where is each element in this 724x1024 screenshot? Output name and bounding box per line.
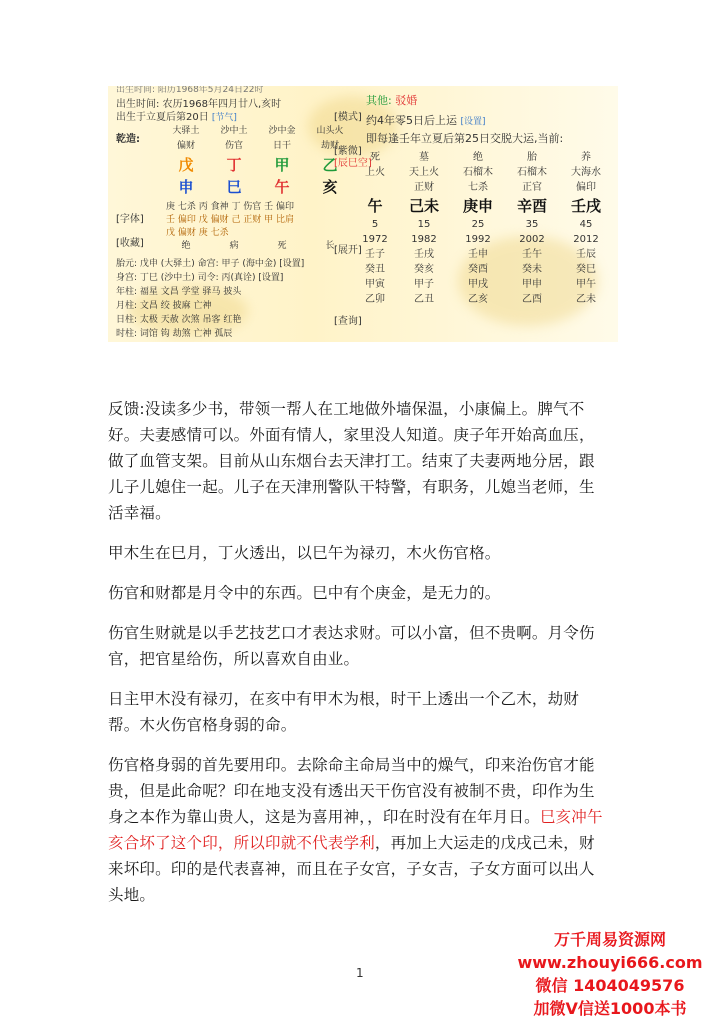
paragraph-4: 伤官生财就是以手艺技艺口才表达求财。可以小富，但不贵啊。月令伤官，把官星给伤，所以喜欢自由业。 (108, 624, 595, 668)
canggan-row3: 戊 偏财 庚 七杀 (166, 228, 229, 238)
changsheng-day: 死 (277, 241, 287, 251)
dayun-col-2: 墓 天上火 正财 己未 15 1982 壬戌 癸亥 甲子 乙丑 (408, 152, 439, 305)
dayun-col-4: 胎 石榴木 正官 辛酉 35 2002 壬午 癸未 甲申 乙酉 (516, 152, 547, 305)
paragraph-3: 伤官和财都是月令中的东西。巳中有个庚金，是无力的。 (108, 584, 501, 602)
paragraph-2: 甲木生在巳月，丁火透出，以巳午为禄刃，木火伤官格。 (108, 544, 501, 562)
bazi-chart-screenshot (108, 86, 618, 342)
qiyun-line: 约4年零5日后上运 [设置] (366, 114, 486, 127)
expand-tag[interactable]: [展开] (334, 245, 362, 256)
paragraph-5: 日主甲木没有禄刃，在亥中有甲木为根，时干上透出一个乙木，劫财帮。木火伤官格身弱的命。 (108, 690, 580, 734)
start-solar: 出生于立夏后第20日 [节气] (116, 112, 237, 123)
promo-line-1: 万千周易资源网 (553, 930, 666, 949)
canggan-row2: 壬 偏印 戊 偏财 己 正财 甲 比肩 (166, 215, 295, 225)
paragraph-6: 伤官格身弱的首先要用印。去除命主命局当中的燥气，印来治伤官才能贵，但是此命呢？印在地支没有透出天干伤官没有被制不贵，印作为生身之本作为靠山贵人，这是为喜用神，，印在时没有在年月日。巳亥冲午亥合坏了这个印，所以印就不代表学利，再加上大运走的戊戌己未，财来坏印。印的是代表喜神，而且在子女宫，子女吉，子女方面可以出人头地。 (108, 756, 603, 904)
nianzhu-line: 年柱: 福星 文昌 学堂 驿马 披头 (116, 287, 242, 297)
rizhu-line: 日柱: 太极 天赦 次煞 吊客 红艳 (116, 315, 242, 325)
kong-tag[interactable]: [辰巳空] (334, 158, 372, 169)
shengong-line: 身宫: 丁巳 (沙中土) 司令: 丙(真诠) [设置] (116, 273, 284, 283)
pillar-day: 沙中金 日干 甲 午 (268, 126, 296, 196)
top-line: 出生时间: 阳历1968年5月24日22时 (116, 86, 264, 95)
pillar-month: 沙中土 伤官 丁 巳 (220, 126, 248, 196)
paragraph-feedback: 反馈:没读多少书，带领一帮人在工地做外墙保温，小康偏上。脾气不好。夫妻感情可以。外面有情人，家里没人知道。庚子年开始高血压，做了血管支架。目前从山东烟台去天津打工。结束了夫妻两地分居，跟儿子儿媳住一起。儿子在天津刑警队干特警，有职务，儿媳当老师，生活幸福。 (108, 400, 595, 522)
promo-watermark (510, 928, 710, 1020)
promo-line-2[interactable]: www.zhouyi666.com (517, 953, 703, 972)
query-tag[interactable]: [查询] (334, 316, 362, 327)
changsheng-hour: 长 (325, 241, 335, 251)
canggan-row1: 庚 七杀 丙 食神 丁 伤官 壬 偏印 (166, 202, 295, 212)
collect-tag[interactable]: [收藏] (116, 238, 144, 249)
ziwei-tag[interactable]: [紫微] (334, 146, 362, 157)
dayun-col-1: 死 上火 午 5 1972 壬子 癸丑 甲寅 乙卯 (362, 152, 388, 305)
body-text (108, 396, 608, 922)
highlight-text: 巳亥冲午亥合坏了这个印，所以印就不代表学利 (108, 808, 603, 852)
taiyuan-line: 胎元: 戊申 (大驿土) 命宫: 甲子 (海中金) [设置] (116, 259, 305, 269)
promo-line-4: 加微V信送1000本书 (533, 999, 687, 1018)
promo-line-3: 微信 1404049576 (535, 976, 685, 995)
other-line: 其他: 驳婚 (366, 94, 418, 107)
pillar-hour: 山头火 劫财 乙 亥 (316, 126, 344, 196)
jiaoyun-line: 即每逢壬年立夏后第25日交脱大运,当前: (366, 132, 564, 145)
font-tag[interactable]: [字体] (116, 214, 144, 225)
mode-tag[interactable]: [模式] (334, 112, 362, 123)
page-number: 1 (356, 966, 364, 980)
qianzao-label: 乾造: (116, 134, 140, 145)
changsheng-month: 病 (229, 241, 239, 251)
dayun-col-5: 养 大海水 偏印 壬戌 45 2012 壬辰 癸巳 甲午 乙未 (570, 152, 601, 305)
dayun-col-3: 绝 石榴木 七杀 庚申 25 1992 壬申 癸酉 甲戌 乙亥 (462, 152, 493, 305)
pillar-year: 大驿土 偏财 戊 申 (172, 126, 200, 196)
changsheng-year: 绝 (181, 241, 191, 251)
shizhu-line: 时柱: 词馆 钩 劫煞 亡神 孤辰 (116, 329, 233, 339)
birth-time: 出生时间: 农历1968年四月廿八,亥时 (116, 99, 282, 110)
yuezhu-line: 月柱: 文昌 绞 披麻 亡神 (116, 301, 212, 311)
dayun-panel (362, 86, 618, 342)
